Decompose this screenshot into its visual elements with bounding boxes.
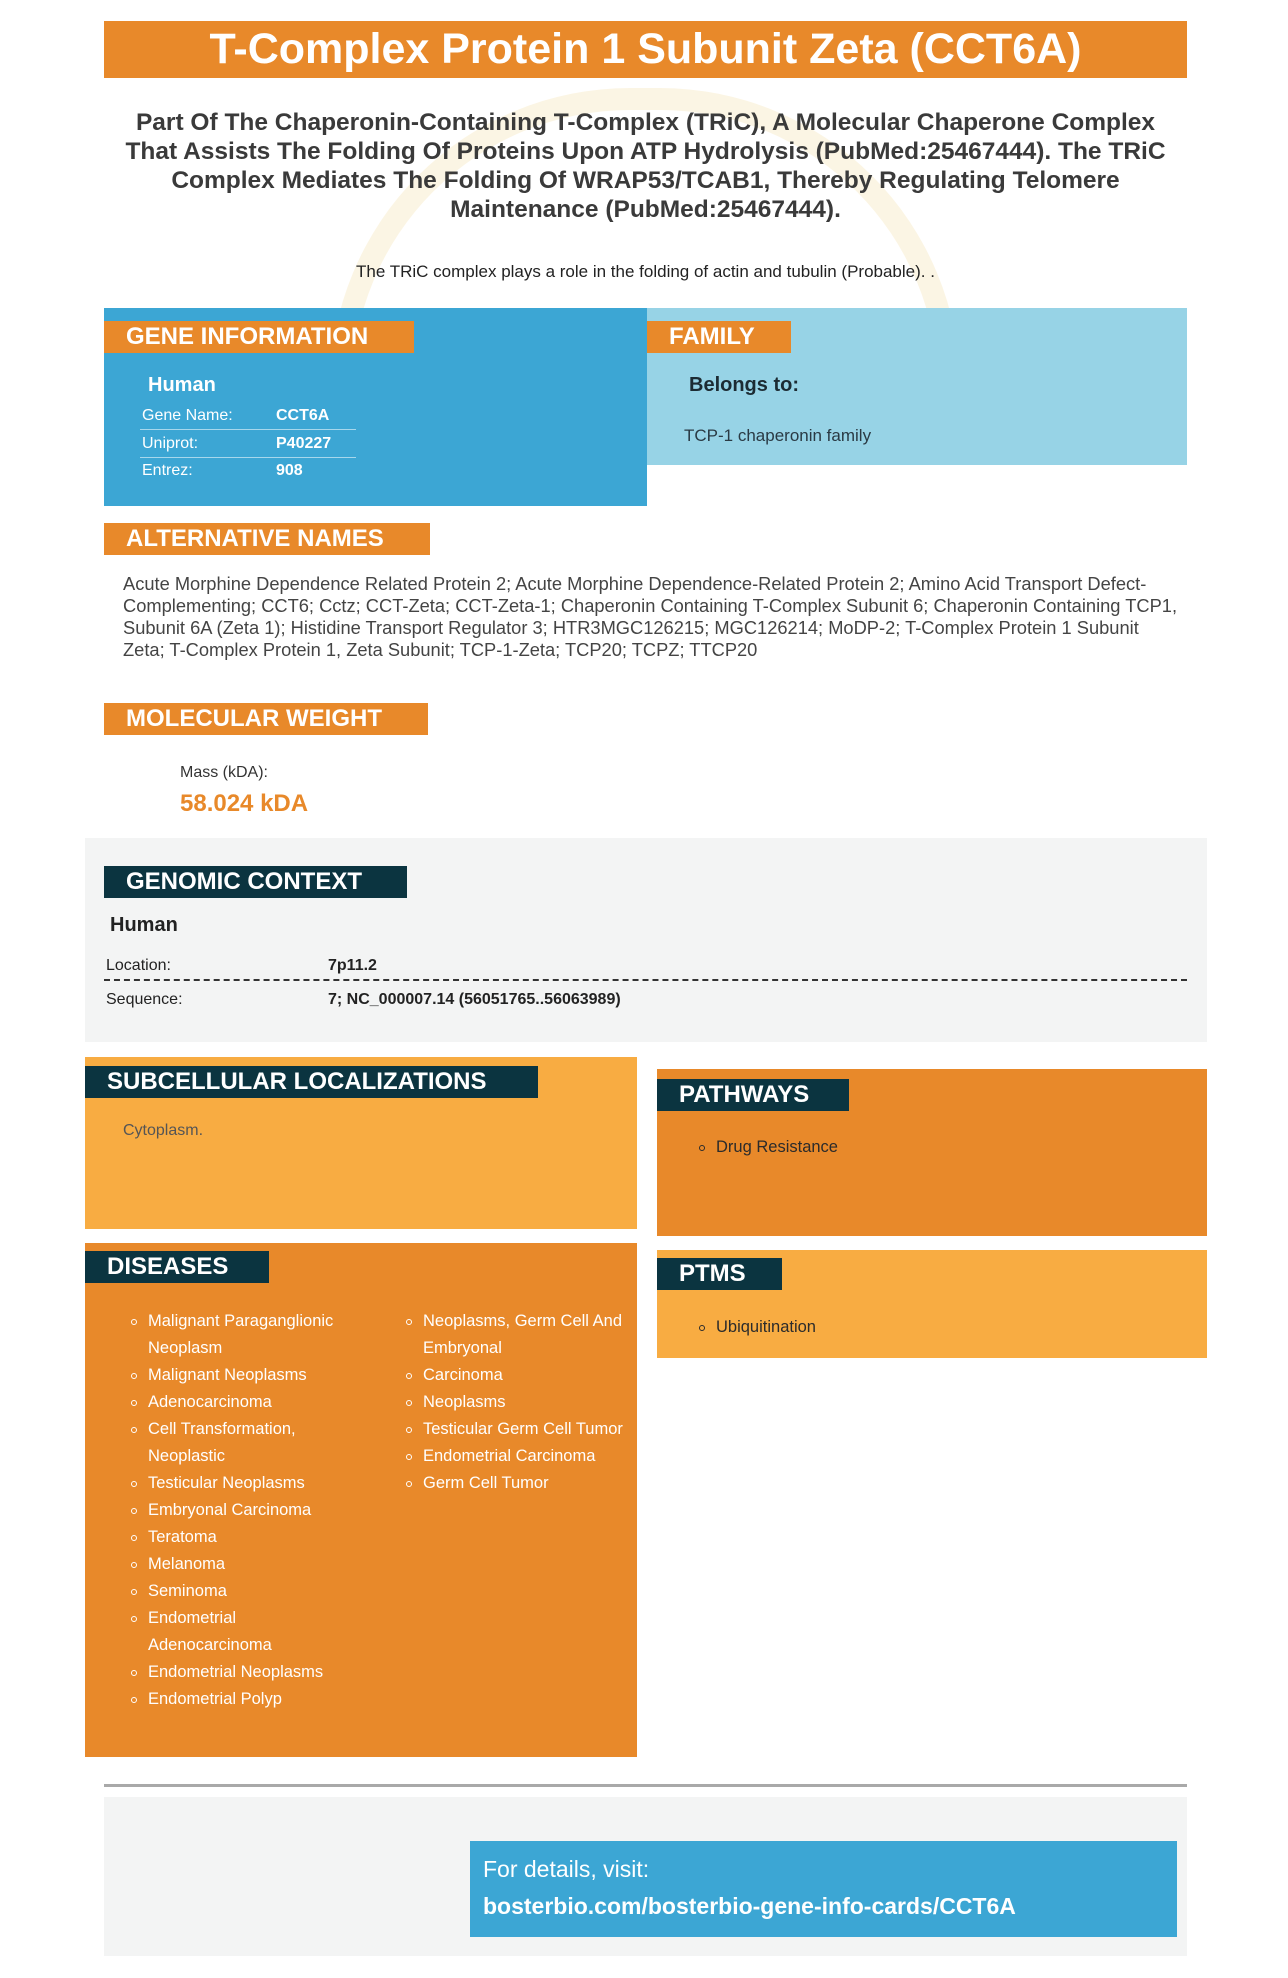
mass-value: 58.024 kDA [180,790,309,817]
sequence-value: 7; NC_000007.14 (56051765..56063989) [328,991,621,1008]
sequence-row [104,985,1187,1015]
list-item: Endometrial Carcinoma [403,1443,628,1470]
list-item: Endometrial Polyp [128,1686,358,1713]
footer-divider [104,1784,1187,1787]
uniprot-row [140,431,356,458]
list-item: Neoplasms [403,1389,628,1416]
genomic-context-heading: GENOMIC CONTEXT [104,866,407,898]
pathways-heading: PATHWAYS [657,1079,849,1111]
list-item: Endometrial Adenocarcinoma [128,1605,358,1659]
subcellular-value: Cytoplasm. [123,1122,204,1139]
entrez-value: 908 [276,462,303,479]
location-value: 7p11.2 [328,957,377,974]
gene-name-value: CCT6A [276,407,330,424]
diseases-list-col2 [403,1308,628,1497]
uniprot-value: P40227 [276,435,332,452]
subcellular-heading: SUBCELLULAR LOCALIZATIONS [85,1066,538,1098]
mass-label: Mass (kDA): [180,764,268,781]
location-label: Location: [106,957,171,974]
family-heading: FAMILY [647,321,791,353]
list-item: Testicular Neoplasms [128,1470,358,1497]
protein-summary: Part Of The Chaperonin-Containing T-Complex (TRiC), A Molecular Chaperone Complex That Assists The Folding Of Proteins Upon ATP Hydrolysis (PubMed:25467444). The TRiC Complex Mediates The Folding Of WRAP53/TCAB1, Thereby Regulating Telomere Maintenance (PubMed:25467444). [125,109,1166,223]
location-row [104,951,1187,981]
sequence-label: Sequence: [106,991,183,1008]
uniprot-label: Uniprot: [142,435,199,452]
gene-species: Human [148,374,216,396]
list-item: Malignant Paraganglionic Neoplasm [128,1308,358,1362]
gene-name-label: Gene Name: [142,407,233,424]
list-item: Carcinoma [403,1362,628,1389]
family-belongs-label: Belongs to: [689,374,799,396]
entrez-row [140,458,356,485]
diseases-list-col1 [128,1308,358,1713]
details-url-link[interactable]: bosterbio.com/bosterbio-gene-info-cards/CCT6A [483,1893,1016,1919]
list-item: Seminoma [128,1578,358,1605]
list-item: Drug Resistance [696,1134,838,1161]
alternative-names-text: Acute Morphine Dependence Related Protein 2; Acute Morphine Dependence-Related Protein 2; Amino Acid Transport Defect-Complementing; CCT6; Cctz; CCT-Zeta; CCT-Zeta-1; Chaperonin Containing T-Complex Subunit 6; Chaperonin Containing TCP1, Subunit 6A (Zeta 1); Histidine Transport Regulator 3; HTR3MGC126215; MGC126214; MoDP-2; T-Complex Protein 1 Subunit Zeta; T-Complex Protein 1, Zeta Subunit; TCP-1-Zeta; TCP20; TCPZ; TTCP20 [123,573,1178,660]
details-link-box[interactable] [470,1841,1177,1937]
list-item: Teratoma [128,1524,358,1551]
family-value: TCP-1 chaperonin family [684,426,872,445]
list-item: Cell Transformation, Neoplastic [128,1416,358,1470]
ptms-list [696,1314,816,1341]
ptms-heading: PTMS [657,1258,782,1290]
list-item: Embryonal Carcinoma [128,1497,358,1524]
gene-information-heading: GENE INFORMATION [104,321,414,353]
entrez-label: Entrez: [142,462,193,479]
list-item: Testicular Germ Cell Tumor [403,1416,628,1443]
genomic-species: Human [110,914,178,936]
diseases-heading: DISEASES [85,1251,269,1283]
molecular-weight-heading: MOLECULAR WEIGHT [104,703,428,735]
list-item: Neoplasms, Germ Cell And Embryonal [403,1308,628,1362]
list-item: Endometrial Neoplasms [128,1659,358,1686]
list-item: Malignant Neoplasms [128,1362,358,1389]
list-item: Germ Cell Tumor [403,1470,628,1497]
page-title: T-Complex Protein 1 Subunit Zeta (CCT6A) [104,21,1187,78]
list-item: Ubiquitination [696,1314,816,1341]
function-note: The TRiC complex plays a role in the folding of actin and tubulin (Probable). . [356,262,935,281]
gene-name-row [140,403,356,430]
details-prompt: For details, visit: [483,1856,650,1882]
pathways-list [696,1134,838,1161]
list-item: Melanoma [128,1551,358,1578]
list-item: Adenocarcinoma [128,1389,358,1416]
alternative-names-heading: ALTERNATIVE NAMES [104,523,430,555]
